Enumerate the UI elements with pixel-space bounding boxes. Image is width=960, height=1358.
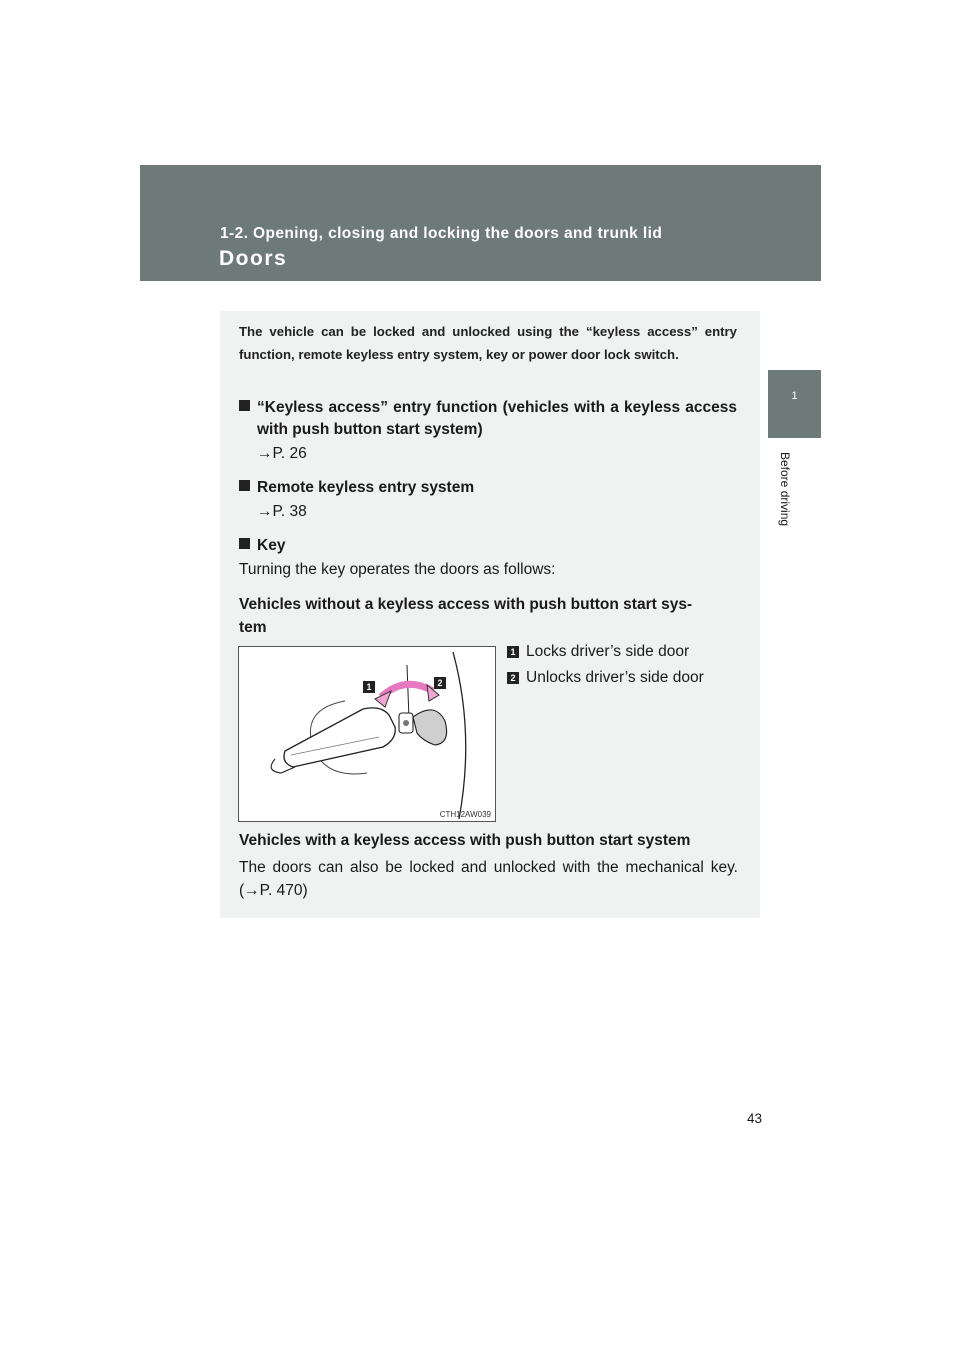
subheading-with-keyless: Vehicles with a keyless access with push button start system <box>239 832 691 849</box>
legend-item-lock: 1 Locks driver’s side door <box>507 643 689 661</box>
arrow-right-icon: → <box>257 445 273 462</box>
section-title: 1-2. Opening, closing and locking the doors and trunk lid <box>220 225 663 242</box>
item-heading: Remote keyless entry system <box>257 479 475 496</box>
arrow-right-icon: → <box>257 503 273 520</box>
door-key-illustration <box>238 646 496 822</box>
chapter-tab[interactable] <box>768 370 821 438</box>
legend-item-unlock: 2 Unlocks driver’s side door <box>507 669 704 687</box>
page-number: 43 <box>746 1111 762 1126</box>
callout-2-badge: 2 <box>434 677 446 689</box>
arrow-right-icon: → <box>244 882 260 899</box>
chapter-header <box>140 165 821 281</box>
item-remote-keyless <box>220 477 740 499</box>
page-reference[interactable]: P. 470 <box>259 882 303 899</box>
callout-number-2: 2 <box>507 672 519 684</box>
page-reference[interactable]: →P. 38 <box>257 503 307 520</box>
square-bullet-icon <box>239 538 250 549</box>
page-reference[interactable]: →P. 26 <box>257 445 307 462</box>
item-keyless-access <box>220 397 740 441</box>
square-bullet-icon <box>239 480 250 491</box>
figure-code: CTH12AW039 <box>439 810 491 819</box>
item-heading: “Keyless access” entry function (vehicles with a keyless access with push button start system) <box>257 399 737 438</box>
door-handle-key-drawing <box>239 647 495 821</box>
key-operation-text: Turning the key operates the doors as follows: <box>239 561 556 578</box>
intro-text: The vehicle can be locked and unlocked using the “keyless access” entry function, remote keyless entry system, key or power door lock switch. <box>239 324 737 362</box>
subheading-without-keyless: Vehicles without a keyless access with push button start sys- tem <box>239 596 693 636</box>
chapter-tab-label: Before driving <box>778 452 792 527</box>
item-key <box>220 535 740 557</box>
item-heading: Key <box>257 537 286 554</box>
callout-1-badge: 1 <box>363 681 375 693</box>
page-title: Doors <box>219 247 288 270</box>
chapter-tab-number: 1 <box>791 390 798 402</box>
mechanical-key-text: The doors can also be locked and unlocked with the mechanical key. (→P. 470) <box>239 859 738 899</box>
square-bullet-icon <box>239 400 250 411</box>
callout-number-1: 1 <box>507 646 519 658</box>
content-panel <box>220 311 760 918</box>
